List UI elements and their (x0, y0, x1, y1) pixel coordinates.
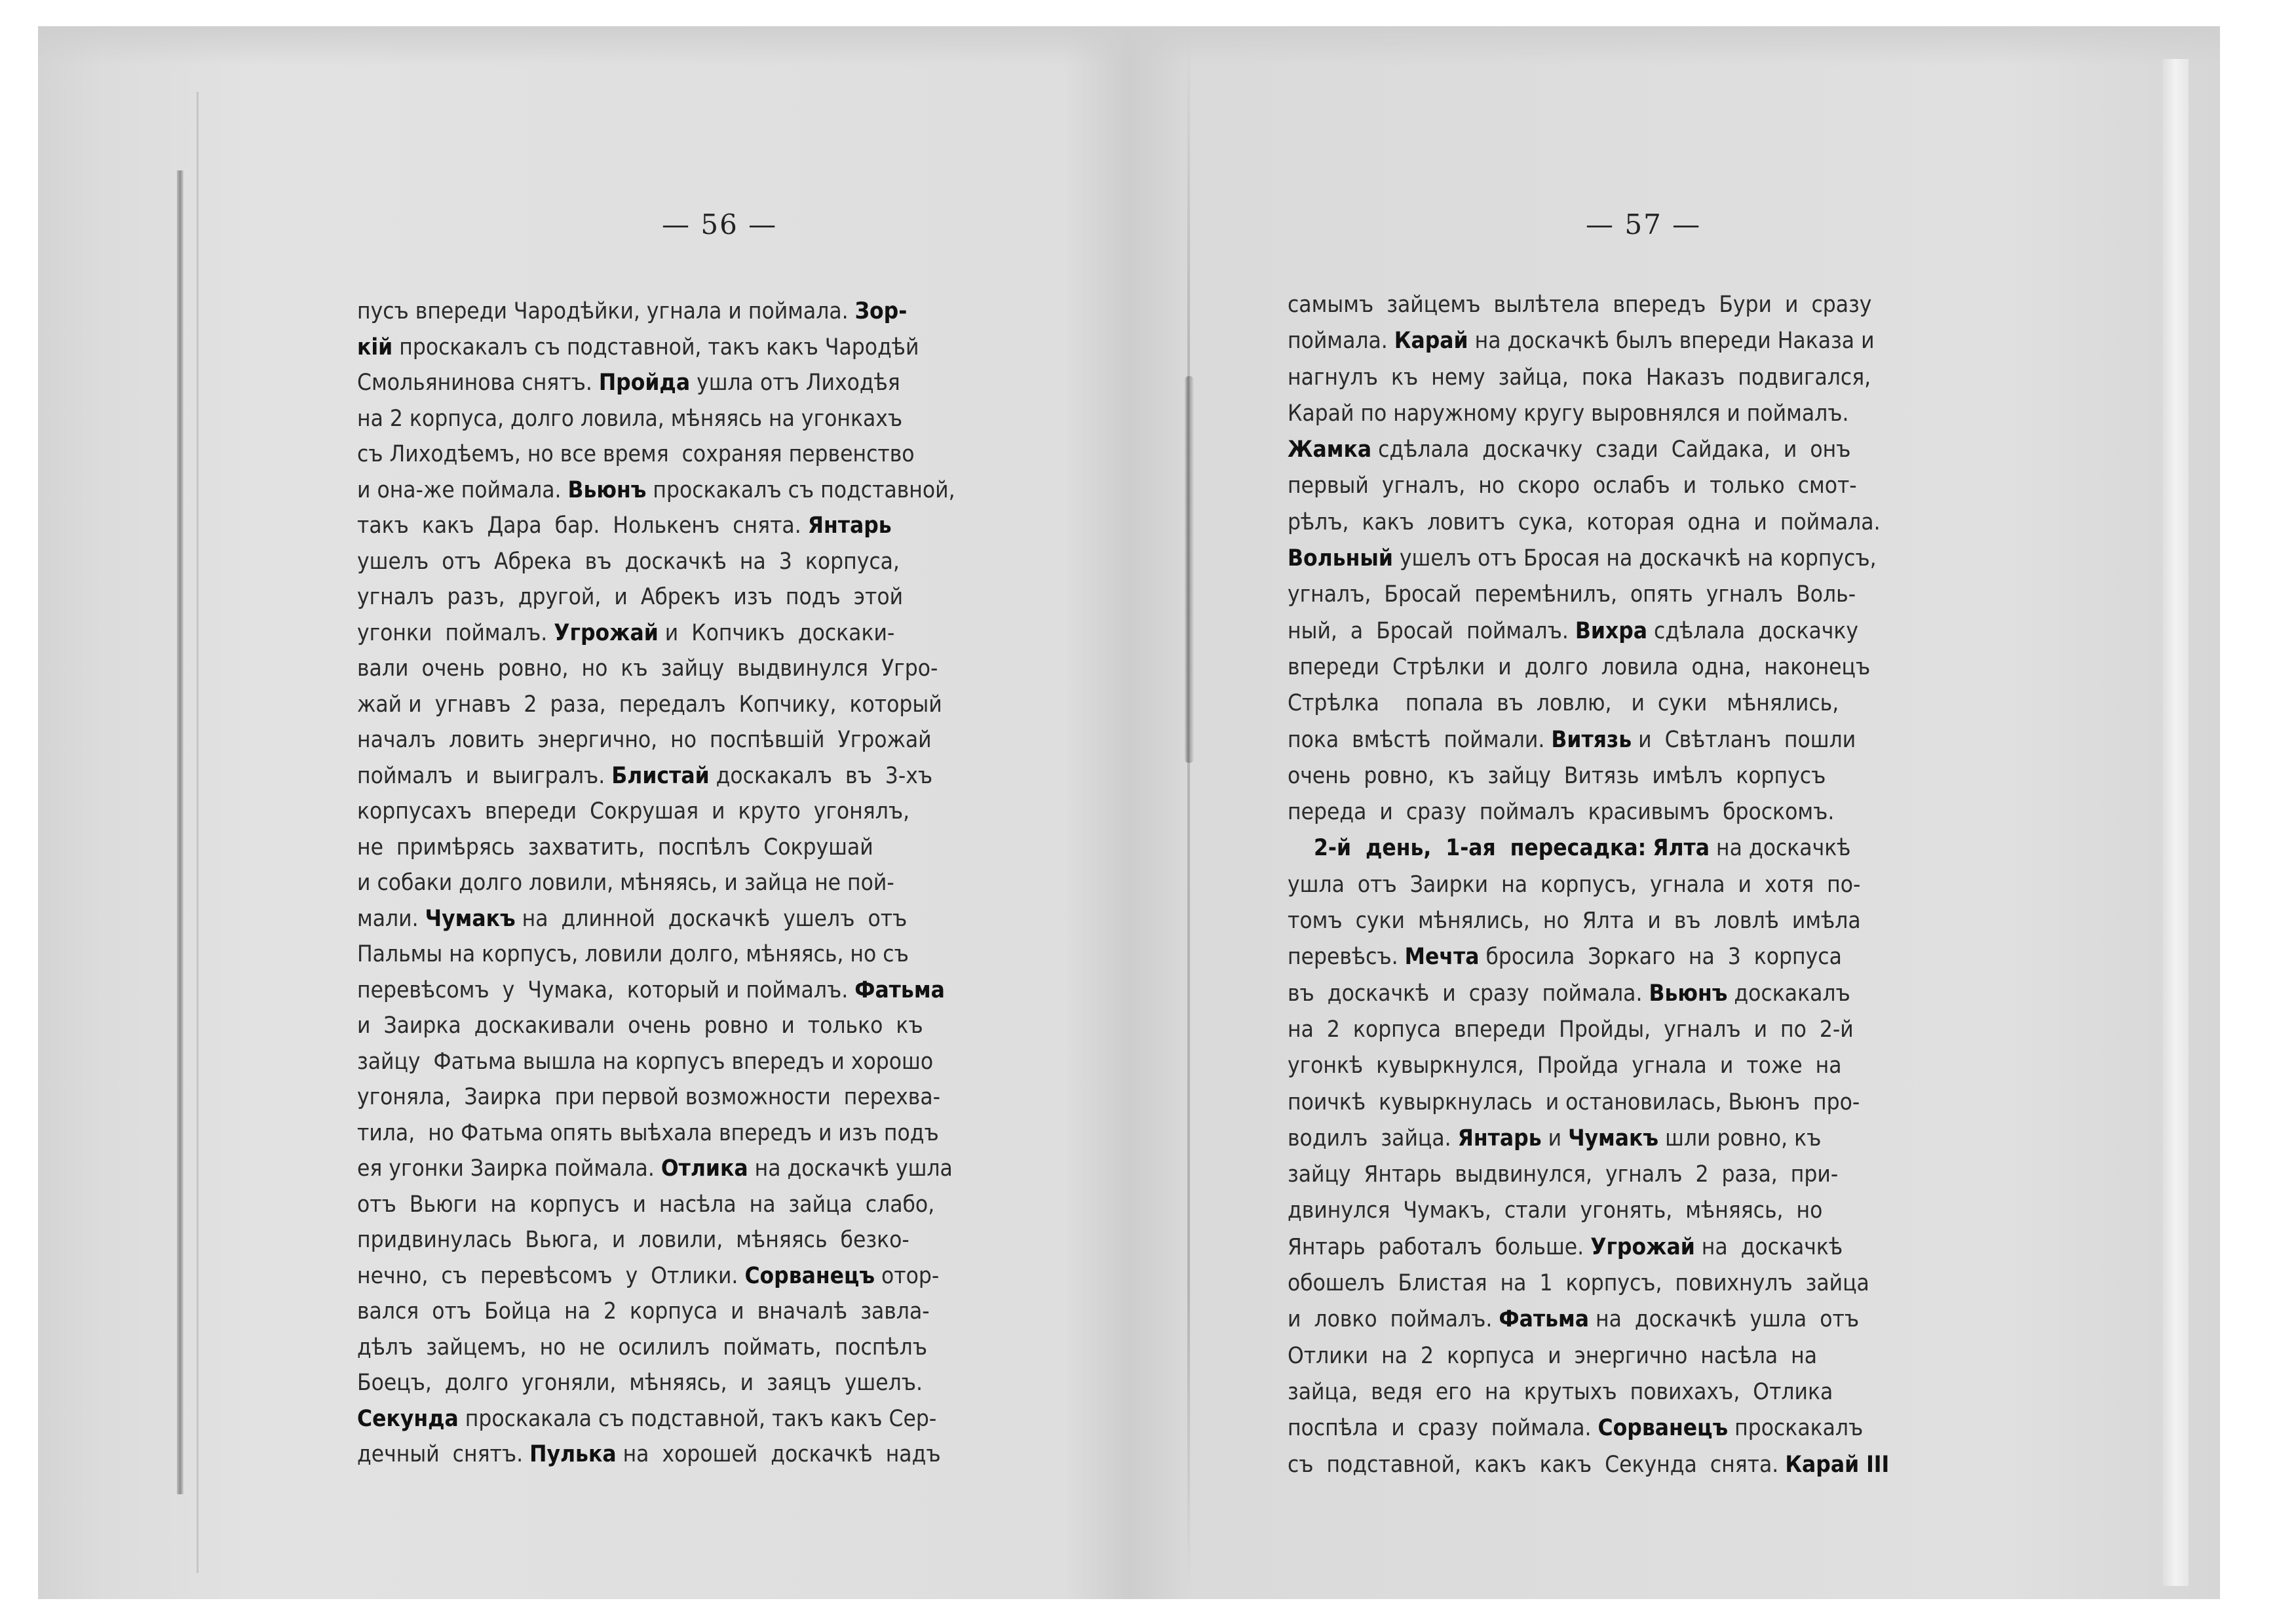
text-line (1288, 758, 2028, 794)
text-line (1288, 287, 2028, 323)
text-line (357, 330, 1098, 366)
text-segment: корпусахъ впереди Сокрушая и круто угонялъ, (357, 798, 910, 824)
text-line (357, 865, 1098, 901)
dog-name-bold: Янтарь (807, 512, 892, 539)
text-line (1288, 1229, 2028, 1266)
text-segment: ушелъ отъ Абрека въ доскачкѣ на 3 корпуса, (357, 548, 900, 575)
text-line (357, 1044, 1098, 1080)
text-segment: бросила Зоркаго на 3 корпуса (1479, 944, 1842, 971)
text-segment: угоняла, Заирка при первой возможности перехва- (357, 1084, 941, 1110)
text-segment: перевѣсъ. (1288, 944, 1405, 971)
text-segment: шли ровно, къ (1658, 1125, 1822, 1151)
text-segment: пусъ впереди Чародѣйки, угнала и поймала. (357, 298, 855, 324)
dog-name-bold: Угрожай (554, 619, 659, 646)
text-line (1288, 867, 2028, 903)
text-line (1288, 686, 2028, 722)
dog-name-bold: Блистай (611, 762, 710, 789)
text-line (357, 687, 1098, 723)
text-segment: дечный снятъ. (357, 1441, 530, 1467)
text-segment: ея угонки Заирка поймала. (357, 1155, 661, 1182)
text-segment: и Копчикъ доскаки- (658, 619, 895, 646)
dog-name-bold: Чумакъ (425, 905, 516, 932)
text-line (357, 1294, 1098, 1330)
text-line (357, 1258, 1098, 1294)
text-line (1288, 323, 2028, 359)
text-segment: съ подставной, какъ какъ Секунда снята. (1288, 1451, 1786, 1478)
text-line (1288, 1338, 2028, 1374)
text-segment: зайцу Янтарь выдвинулся, угналъ 2 раза, при- (1288, 1161, 1839, 1188)
text-segment: проскакалъ (1728, 1415, 1864, 1442)
text-segment: придвинулась Вьюга, и ловили, мѣняясь безко- (357, 1227, 909, 1253)
text-line (1288, 1157, 2028, 1193)
text-segment (1646, 835, 1653, 861)
text-segment: началъ ловить энергично, но поспѣвшій Угрожай (357, 727, 932, 753)
text-line (357, 508, 1098, 544)
text-segment: тила, но Фатьма опять выѣхала впередъ и изъ подъ (357, 1119, 939, 1146)
book-spine-crease (1185, 376, 1194, 763)
text-line (1288, 360, 2028, 396)
text-segment: пока вмѣстѣ поймали. (1288, 726, 1552, 753)
text-segment: отъ Вьюги на корпусъ и насѣла на зайца слабо, (357, 1191, 935, 1218)
text-segment: самымъ зайцемъ вылѣтела впередъ Бури и сразу (1288, 292, 1872, 318)
right-page-text (1288, 287, 2028, 1483)
text-line (1288, 577, 2028, 613)
text-segment: доскакалъ въ 3-хъ (709, 762, 933, 789)
dog-name-bold: Сорванецъ (744, 1262, 875, 1289)
text-segment: угонкѣ кувыркнулся, Пройда угнала и тоже на (1288, 1053, 1842, 1079)
dog-name-bold: Пройда (598, 370, 691, 396)
text-segment: Боецъ, долго угоняли, мѣняясь, и заяцъ ушелъ. (357, 1370, 923, 1396)
text-line (357, 1008, 1098, 1044)
text-segment: перевѣсомъ у Чумака, который и поймалъ. (357, 976, 855, 1003)
text-line (1288, 396, 2028, 432)
text-line (357, 651, 1098, 687)
text-segment: переда и сразу поймалъ красивымъ броскомъ. (1288, 799, 1835, 826)
text-line (1288, 1302, 2028, 1338)
text-line (357, 473, 1098, 509)
dog-name-bold: Ялта (1653, 835, 1710, 862)
text-segment: вали очень ровно, но къ зайцу выдвинулся Угро- (357, 655, 938, 682)
text-segment: обошелъ Блистая на 1 корпусъ, повихнулъ зайца (1288, 1270, 1869, 1297)
text-segment: Смольянинова снятъ. (357, 370, 599, 396)
text-line (357, 1365, 1098, 1401)
dog-name-bold: Пулька (529, 1441, 617, 1467)
text-line (1288, 794, 2028, 830)
text-line (357, 973, 1098, 1009)
text-line (357, 436, 1098, 473)
left-page-number: — 56 — (662, 208, 778, 241)
text-line (1288, 1410, 2028, 1446)
dog-name-bold: кій (357, 334, 393, 360)
text-segment: двинулся Чумакъ, стали угонять, мѣняясь, но (1288, 1197, 1823, 1224)
text-line (357, 365, 1098, 401)
text-line (357, 1222, 1098, 1258)
text-segment: и она-же поймала. (357, 476, 568, 503)
text-segment: въ доскачкѣ и сразу поймала. (1288, 980, 1649, 1007)
text-segment: и (1541, 1125, 1569, 1151)
dog-name-bold: 2-й день, 1-ая пересадка: (1314, 835, 1647, 862)
text-line (1288, 505, 2028, 541)
text-line (357, 1115, 1098, 1151)
text-segment: ный, а Бросай поймалъ. (1288, 617, 1575, 644)
text-line (1288, 1193, 2028, 1229)
text-segment: угналъ разъ, другой, и Абрекъ изъ подъ этой (357, 584, 904, 610)
text-segment: Пальмы на корпусъ, ловили долго, мѣняясь, но съ (357, 941, 909, 967)
text-segment: и Свѣтланъ пошли (1632, 726, 1856, 753)
text-segment: поспѣла и сразу поймала. (1288, 1415, 1598, 1442)
text-line (357, 1079, 1098, 1115)
dog-name-bold: Отлика (660, 1155, 748, 1182)
dog-name-bold: Фатьма (854, 976, 945, 1003)
dog-name-bold: Жамка (1288, 436, 1372, 463)
text-segment: не примѣрясь захватить, поспѣлъ Сокрушай (357, 834, 873, 860)
dog-name-bold: Вьюнъ (567, 476, 647, 503)
text-segment: и Заирка доскакивали очень ровно и только къ (357, 1013, 923, 1039)
text-segment: на длинной доскачкѣ ушелъ отъ (515, 905, 908, 932)
text-line (357, 1401, 1098, 1437)
dog-name-bold: Угрожай (1590, 1233, 1695, 1260)
text-segment: ушла отъ Лиходѣя (690, 370, 900, 396)
text-line (357, 294, 1098, 330)
text-segment: доскакалъ (1727, 980, 1850, 1007)
text-segment: на 2 корпуса впереди Пройды, угналъ и по 2-й (1288, 1016, 1854, 1043)
text-segment: томъ суки мѣнялись, но Ялта и въ ловлѣ имѣла (1288, 908, 1861, 935)
dog-name-bold: Вихра (1575, 617, 1648, 644)
text-line (1288, 1085, 2028, 1121)
text-segment: отор- (875, 1262, 940, 1289)
dog-name-bold: Зор- (854, 298, 908, 324)
text-segment: на доскачкѣ былъ впереди Наказа и (1468, 328, 1875, 355)
text-line (357, 544, 1098, 580)
text-segment: и ловко поймалъ. (1288, 1306, 1499, 1333)
text-line (1288, 722, 2028, 758)
text-segment (1288, 835, 1314, 861)
text-line (1288, 1266, 2028, 1302)
text-line (1288, 613, 2028, 649)
text-line (357, 1437, 1098, 1473)
text-line (1288, 1121, 2028, 1157)
text-segment: нечно, съ перевѣсомъ у Отлики. (357, 1262, 745, 1289)
text-line (357, 794, 1098, 830)
text-line (1288, 939, 2028, 975)
text-line (357, 758, 1098, 794)
dog-name-bold: Вольный (1288, 545, 1393, 572)
text-segment: впереди Стрѣлки и долго ловила одна, наконецъ (1288, 653, 1871, 680)
right-page-edge (2162, 59, 2189, 1586)
text-segment: ушла отъ Заирки на корпусъ, угнала и хотя по- (1288, 871, 1861, 898)
text-line (1288, 649, 2028, 686)
left-page-edge (177, 170, 183, 1494)
right-page-number: — 57 — (1586, 208, 1702, 241)
dog-name-bold: Сорванецъ (1598, 1415, 1729, 1442)
text-line (1288, 903, 2028, 939)
text-segment: ушелъ отъ Бросая на доскачкѣ на корпусъ, (1392, 545, 1877, 572)
text-line (357, 722, 1098, 758)
text-segment: сдѣлала доскачку сзади Сайдака, и онъ (1371, 436, 1851, 463)
text-line (1288, 976, 2028, 1012)
text-segment: сдѣлала доскачку (1647, 617, 1859, 644)
dog-name-bold: Вьюнъ (1649, 980, 1728, 1007)
text-segment: зайца, ведя его на крутыхъ повихахъ, Отлика (1288, 1378, 1833, 1405)
text-line (1288, 1447, 2028, 1483)
text-line (1288, 1048, 2028, 1084)
dog-name-bold: Карай (1394, 328, 1468, 355)
dog-name-bold: Карай III (1785, 1451, 1890, 1478)
left-page-fold (197, 92, 199, 1573)
text-line (357, 1187, 1098, 1223)
left-page-text (357, 294, 1098, 1473)
scan-top-shadow (38, 26, 2220, 66)
text-line (1288, 830, 2028, 866)
text-segment: дѣлъ зайцемъ, но не осилилъ поймать, поспѣлъ (357, 1334, 927, 1361)
text-segment: Стрѣлка попала въ ловлю, и суки мѣнялись, (1288, 690, 1839, 717)
text-segment: жай и угнавъ 2 раза, передалъ Копчику, который (357, 691, 942, 718)
text-segment: и собаки долго ловили, мѣняясь, и зайца не пой- (357, 870, 894, 896)
text-segment: на доскачкѣ (1694, 1233, 1843, 1260)
text-segment: съ Лиходѣемъ, но все время сохраняя первенство (357, 441, 915, 467)
text-line (357, 579, 1098, 615)
text-segment: первый угналъ, но скоро ослабъ и только смот- (1288, 473, 1857, 499)
text-segment: очень ровно, къ зайцу Витязь имѣлъ корпусъ (1288, 762, 1826, 789)
text-segment: поичкѣ кувыркнулась и остановилась, Вьюнъ про- (1288, 1089, 1860, 1115)
text-line (357, 937, 1098, 973)
text-segment: водилъ зайца. (1288, 1125, 1458, 1151)
text-segment: на хорошей доскачкѣ надъ (616, 1441, 941, 1467)
text-segment: такъ какъ Дара бар. Нолькенъ снята. (357, 512, 808, 539)
dog-name-bold: Витязь (1551, 726, 1632, 753)
text-segment: поймала. (1288, 328, 1394, 355)
dog-name-bold: Янтарь (1457, 1125, 1542, 1151)
text-line (1288, 1374, 2028, 1410)
text-line (357, 401, 1098, 437)
text-segment: проскакалъ съ подставной, такъ какъ Чародѣй (392, 334, 919, 360)
dog-name-bold: Мечта (1404, 944, 1480, 971)
text-segment: угналъ, Бросай перемѣнилъ, опять угналъ Воль- (1288, 581, 1856, 608)
text-segment: на доскачкѣ ушла отъ (1589, 1306, 1860, 1333)
text-segment: Карай по наружному кругу выровнялся и поймалъ. (1288, 400, 1849, 427)
text-segment: Янтарь работалъ больше. (1288, 1233, 1591, 1260)
book-gutter (1187, 39, 1190, 1586)
text-segment: угонки поймалъ. (357, 619, 554, 646)
text-line (1288, 541, 2028, 577)
text-segment: на доскачкѣ ушла (748, 1155, 953, 1182)
text-segment: мали. (357, 905, 425, 932)
text-segment: проскакала съ подставной, такъ какъ Сер- (458, 1405, 937, 1432)
text-segment: на доскачкѣ (1710, 835, 1851, 862)
text-line (357, 830, 1098, 866)
dog-name-bold: Секунда (357, 1405, 459, 1432)
text-segment: вался отъ Бойца на 2 корпуса и вначалѣ завла- (357, 1298, 930, 1324)
text-line (1288, 1012, 2028, 1048)
text-segment: на 2 корпуса, долго ловила, мѣняясь на угонкахъ (357, 405, 903, 432)
text-segment: Отлики на 2 корпуса и энергично насѣла на (1288, 1342, 1818, 1369)
text-line (357, 1330, 1098, 1366)
text-line (357, 615, 1098, 651)
text-line (357, 901, 1098, 937)
text-line (1288, 432, 2028, 468)
text-segment: нагнулъ къ нему зайца, пока Наказъ подвигался, (1288, 364, 1871, 391)
text-line (357, 1151, 1098, 1187)
text-segment: рѣлъ, какъ ловитъ сука, которая одна и поймала. (1288, 509, 1881, 535)
text-segment: зайцу Фатьма вышла на корпусъ впередъ и хорошо (357, 1048, 934, 1075)
text-segment: проскакалъ съ подставной, (646, 476, 955, 503)
text-line (1288, 468, 2028, 504)
dog-name-bold: Чумакъ (1568, 1125, 1659, 1151)
dog-name-bold: Фатьма (1499, 1306, 1590, 1333)
text-segment: поймалъ и выигралъ. (357, 762, 612, 789)
